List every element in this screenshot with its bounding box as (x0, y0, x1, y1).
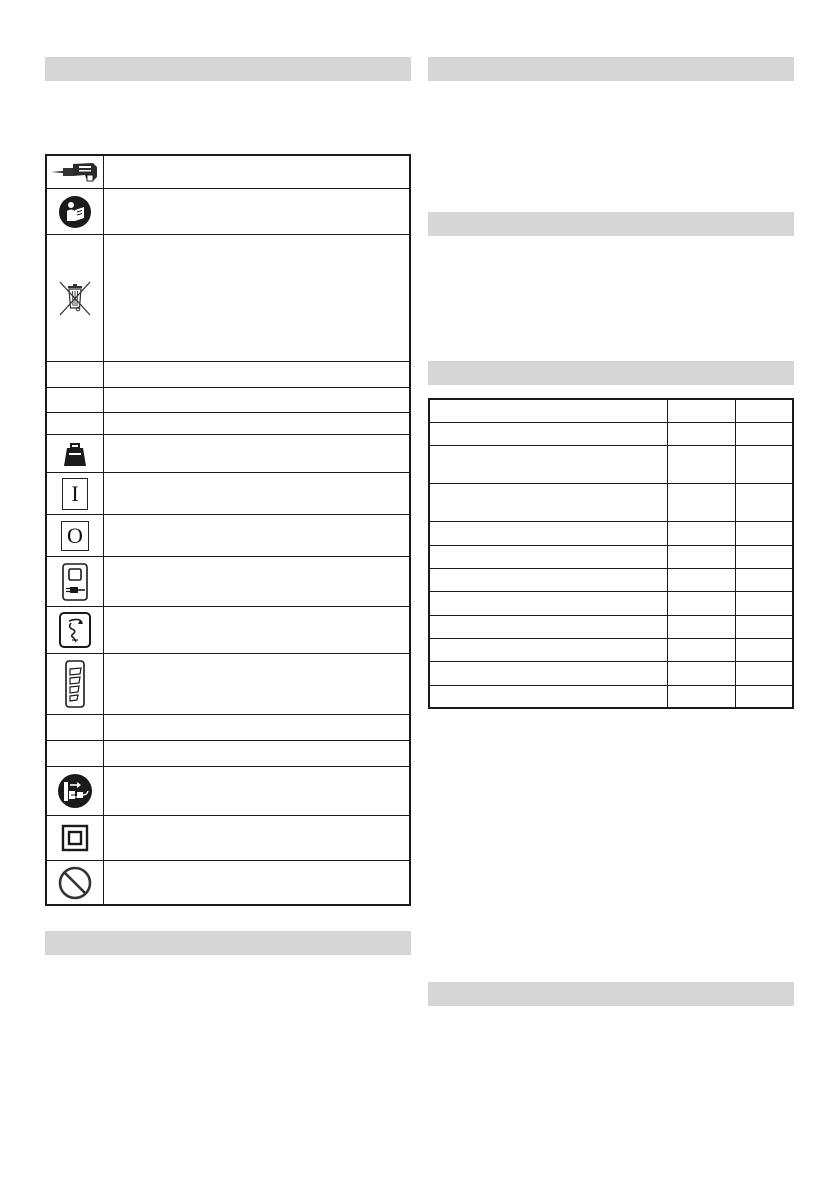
switch-off-glyph: O (61, 521, 89, 551)
weight-icon (49, 435, 101, 472)
power-plug-indicator-icon (49, 557, 101, 606)
symbols-table (45, 154, 411, 906)
table-row-line (47, 740, 409, 741)
table-row-line (430, 661, 792, 662)
section-bar-right-2 (428, 212, 794, 236)
rotation-hammer-mode-icon (49, 607, 101, 653)
switch-off-icon (49, 515, 101, 556)
switch-on-icon (49, 473, 101, 514)
table-row-line (430, 685, 792, 686)
section-bar-left-2 (45, 931, 411, 955)
rotary-hammer-icon (49, 158, 101, 186)
section-bar-right-1 (428, 57, 794, 81)
table-row-line (430, 521, 792, 522)
section-bar-right-4 (428, 982, 794, 1006)
table-row-line (430, 638, 792, 639)
table-row-line (47, 815, 409, 816)
table-row-line (47, 556, 409, 557)
read-manual-icon (49, 189, 101, 234)
table-row-line (47, 188, 409, 189)
table-row-line (47, 434, 409, 435)
table-row-line (430, 445, 792, 446)
table-row-line (47, 234, 409, 235)
table-row-line (47, 766, 409, 767)
table-row-line (47, 714, 409, 715)
table-row-line (47, 361, 409, 362)
double-insulation-icon (49, 816, 101, 860)
table-row-line (47, 606, 409, 607)
crossed-out-wheelie-bin-icon (49, 235, 101, 361)
table-row-line (47, 412, 409, 413)
table-row-line (47, 514, 409, 515)
table-row-line (430, 591, 792, 592)
table-row-line (430, 545, 792, 546)
table-row-line (430, 568, 792, 569)
level-indicator-icon (49, 654, 101, 714)
unplug-before-maintenance-icon (49, 767, 101, 815)
section-bar-left-1 (45, 57, 411, 81)
table-row-line (430, 615, 792, 616)
prohibition-icon (49, 861, 101, 904)
section-bar-right-3 (428, 361, 794, 385)
table-row-line (47, 653, 409, 654)
specifications-table (428, 398, 794, 709)
symbols-table-divider (103, 156, 104, 904)
switch-on-glyph: I (62, 478, 88, 510)
table-row-line (47, 860, 409, 861)
table-row-line (47, 472, 409, 473)
table-row-line (430, 422, 792, 423)
table-row-line (47, 387, 409, 388)
table-row-line (430, 483, 792, 484)
